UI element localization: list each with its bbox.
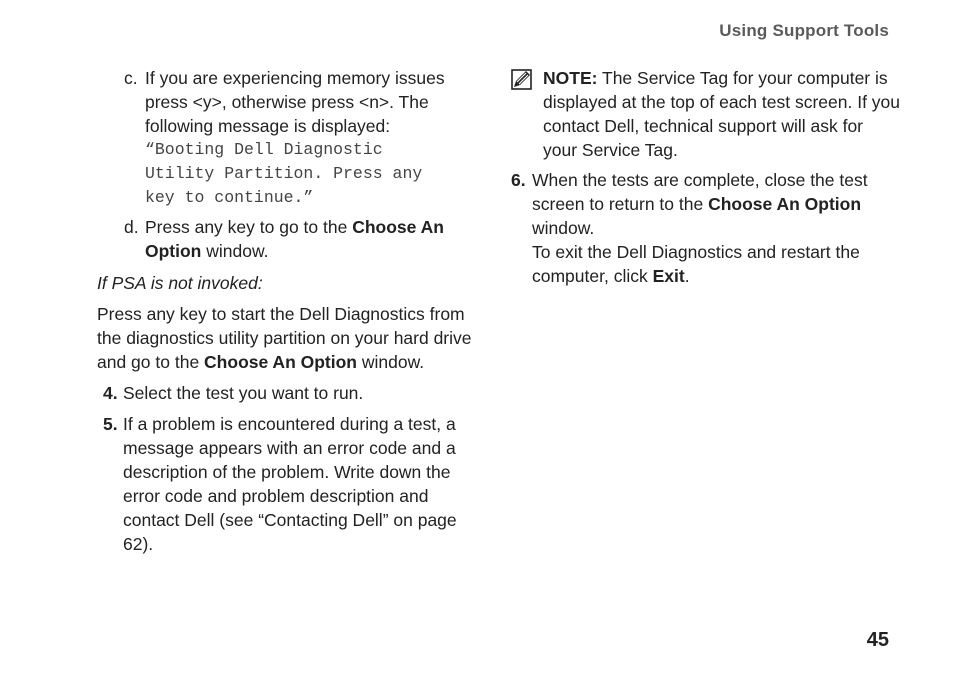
sub-item-c bbox=[97, 66, 487, 210]
step-number: 5. bbox=[103, 414, 118, 434]
note-text: The Service Tag for your computer is displayed at the top of each test screen. If you contact Dell, technical support will ask for your Service Tag. bbox=[543, 68, 901, 160]
window-name: Choose An Option bbox=[145, 217, 444, 261]
step-5 bbox=[97, 412, 487, 556]
sub-item-marker: d. bbox=[124, 217, 139, 237]
step-subtext-part: To exit the Dell Diagnostics and restart the computer, click bbox=[532, 242, 860, 286]
boot-message-line: “Booting Dell Diagnostic bbox=[145, 140, 383, 159]
boot-message-line: Utility Partition. Press any bbox=[145, 164, 423, 183]
right-column bbox=[511, 66, 901, 288]
sub-item-marker: c. bbox=[124, 68, 138, 88]
step-text: If a problem is encountered during a test, a message appears with an error code and a description of the problem. Write down the error code and problem description and contact Dell (see “Contacting Dell” on page 62). bbox=[123, 414, 457, 554]
paragraph-text: Press any key to start the Dell Diagnostics from the diagnostics utility partition on your hard drive and go to the bbox=[97, 304, 472, 372]
window-name: Choose An Option bbox=[204, 352, 357, 372]
step-text: When the tests are complete, close the test screen to return to the bbox=[532, 170, 868, 214]
sub-item-d bbox=[97, 215, 487, 263]
left-column bbox=[97, 66, 487, 556]
step-4 bbox=[97, 381, 487, 405]
paragraph-text: window. bbox=[357, 352, 425, 372]
step-subtext bbox=[532, 240, 901, 288]
sub-item-text: window. bbox=[201, 241, 269, 261]
window-name: Choose An Option bbox=[708, 194, 862, 214]
step-text: Select the test you want to run. bbox=[123, 383, 364, 403]
section-title: Using Support Tools bbox=[719, 21, 889, 40]
sub-item-text: If you are experiencing memory issues press <y>, otherwise press <n>. The following message is displayed: bbox=[145, 68, 445, 136]
note-block bbox=[511, 66, 901, 162]
paragraph bbox=[97, 302, 487, 374]
step-number: 6. bbox=[511, 170, 526, 190]
note-label: NOTE: bbox=[543, 68, 598, 88]
exit-label: Exit bbox=[652, 266, 685, 286]
step-text: window. bbox=[532, 218, 595, 238]
boot-message-line: key to continue.” bbox=[145, 188, 314, 207]
step-6 bbox=[511, 168, 901, 288]
italic-heading: If PSA is not invoked: bbox=[97, 273, 263, 293]
note-pencil-icon bbox=[511, 69, 532, 90]
sub-item-text: Press any key to go to the bbox=[145, 217, 353, 237]
page-number: 45 bbox=[866, 629, 889, 651]
step-subtext-part: . bbox=[684, 266, 690, 286]
step-number: 4. bbox=[103, 383, 118, 403]
